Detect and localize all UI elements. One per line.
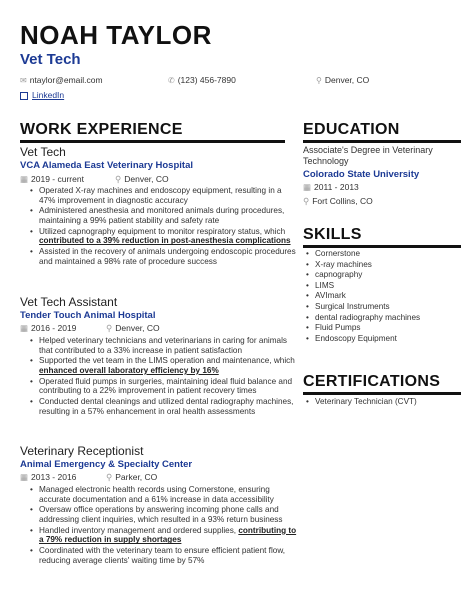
section-rule-work	[20, 140, 285, 143]
bullet-item: • Assisted in the recovery of animals undergoing endoscopic procedures and maintained a 98% rate of procedure success	[39, 247, 297, 266]
calendar-icon: ▦	[303, 182, 312, 192]
section-title-certifications: CERTIFICATIONS	[303, 373, 441, 390]
contact-phone	[168, 75, 236, 86]
job-location-text: Denver, CO	[124, 174, 169, 184]
certification-item: • Veterinary Technician (CVT)	[315, 397, 473, 408]
education-dates-text: 2011 - 2013	[314, 182, 359, 192]
section-rule-skills	[303, 245, 461, 248]
job-title: Veterinary Receptionist	[20, 444, 144, 458]
skill-item: • capnography	[315, 270, 473, 281]
education-school: Colorado State University	[303, 169, 420, 180]
bullet-item: • Conducted dental cleanings and utilized dental radiography machines, resulting in a 57% enhancement in oral health assessments	[39, 397, 297, 416]
bullet-item: • Operated fluid pumps in surgeries, maintaining ideal fluid balance and contributing to a 22% improvement in patient recovery times	[39, 377, 297, 396]
bullet-item: • Administered anesthesia and monitored animals during procedures, maintaining a 99% patient stability and safety rate	[39, 206, 297, 225]
skills-list	[303, 249, 473, 344]
contact-location	[316, 75, 369, 86]
education-location-text: Fort Collins, CO	[312, 196, 373, 206]
job-location	[115, 174, 169, 185]
bullet-item: • Handled inventory management and ordered supplies, contributing to a 79% reduction in supply shortages	[39, 526, 297, 545]
calendar-icon: ▦	[20, 323, 29, 333]
section-title-education: EDUCATION	[303, 121, 400, 138]
job-dates-text: 2013 - 2016	[31, 472, 77, 482]
map-pin-icon: ⚲	[106, 323, 113, 333]
section-rule-certifications	[303, 392, 461, 395]
skill-item: • AVImark	[315, 291, 473, 302]
bullet-item: • Utilized capnography equipment to monitor respiratory status, which contributed to a 39% reduction in post-anesthesia complications	[39, 227, 297, 246]
bullet-item: • Helped veterinary technicians and veterinarians in caring for animals that contributed to a 33% increase in patient satisfaction	[39, 336, 297, 355]
skill-item: • Endoscopy Equipment	[315, 334, 473, 345]
job-location-text: Parker, CO	[115, 472, 158, 482]
job-title: Vet Tech	[20, 145, 66, 159]
job-title: Vet Tech Assistant	[20, 295, 118, 309]
education-degree: Associate's Degree in Veterinary Technology	[303, 145, 433, 166]
skill-item: • X-ray machines	[315, 260, 473, 271]
employer-name: Tender Touch Animal Hospital	[20, 310, 156, 321]
map-pin-icon: ⚲	[316, 76, 322, 85]
bullet-item: • Operated X-ray machines and endoscopy equipment, resulting in a 47% improvement in diagnostic accuracy	[39, 186, 297, 205]
map-pin-icon: ⚲	[115, 174, 122, 184]
linkedin-icon	[20, 92, 28, 100]
section-title-work: WORK EXPERIENCE	[20, 121, 183, 138]
job-bullets	[27, 336, 297, 418]
candidate-title: Vet Tech	[20, 51, 81, 68]
bullet-item: • Supported the vet team in the LIMS operation and maintenance, which enhanced overall laboratory efficiency by 16%	[39, 356, 297, 375]
map-pin-icon: ⚲	[106, 472, 113, 482]
phone-icon: ✆	[168, 76, 175, 85]
job-dates	[20, 174, 84, 185]
education-dates	[303, 182, 359, 193]
job-location	[106, 323, 160, 334]
employer-name: Animal Emergency & Specialty Center	[20, 459, 193, 470]
section-rule-education	[303, 140, 461, 143]
email-text: ntaylor@email.com	[29, 75, 103, 85]
section-title-skills: SKILLS	[303, 226, 362, 243]
calendar-icon: ▦	[20, 174, 29, 184]
linkedin-link[interactable]	[20, 90, 64, 101]
phone-text: (123) 456-7890	[177, 75, 236, 85]
map-pin-icon: ⚲	[303, 196, 310, 206]
bullet-item: • Managed electronic health records using Cornerstone, ensuring accurate documentation and a 61% increase in data accessibility	[39, 485, 297, 504]
bullet-item: • Oversaw office operations by answering incoming phone calls and addressing client inquiries, which resulted in a 93% return business	[39, 505, 297, 524]
education-location	[303, 196, 373, 207]
job-dates	[20, 323, 76, 334]
envelope-icon: ✉	[20, 76, 27, 85]
skill-item: • dental radiography machines	[315, 313, 473, 324]
employer-name: VCA Alameda East Veterinary Hospital	[20, 160, 193, 171]
linkedin-text: LinkedIn	[32, 90, 65, 100]
job-dates	[20, 472, 76, 483]
location-text: Denver, CO	[324, 75, 370, 85]
skill-item: • Fluid Pumps	[315, 323, 473, 334]
job-location-text: Denver, CO	[115, 323, 160, 333]
certifications-list	[303, 397, 473, 408]
job-bullets	[27, 485, 297, 567]
calendar-icon: ▦	[20, 472, 29, 482]
candidate-name: NOAH TAYLOR	[20, 20, 212, 50]
skill-item: • Surgical Instruments	[315, 302, 473, 313]
skill-item: • Cornerstone	[315, 249, 473, 260]
job-dates-text: 2016 - 2019	[31, 323, 77, 333]
skill-item: • LIMS	[315, 281, 473, 292]
job-bullets	[27, 186, 297, 268]
job-dates-text: 2019 - current	[31, 174, 84, 184]
contact-email	[20, 75, 103, 86]
job-location	[106, 472, 157, 483]
bullet-item: • Coordinated with the veterinary team to ensure efficient patient flow, reducing average clients' waiting time by 57%	[39, 546, 297, 565]
